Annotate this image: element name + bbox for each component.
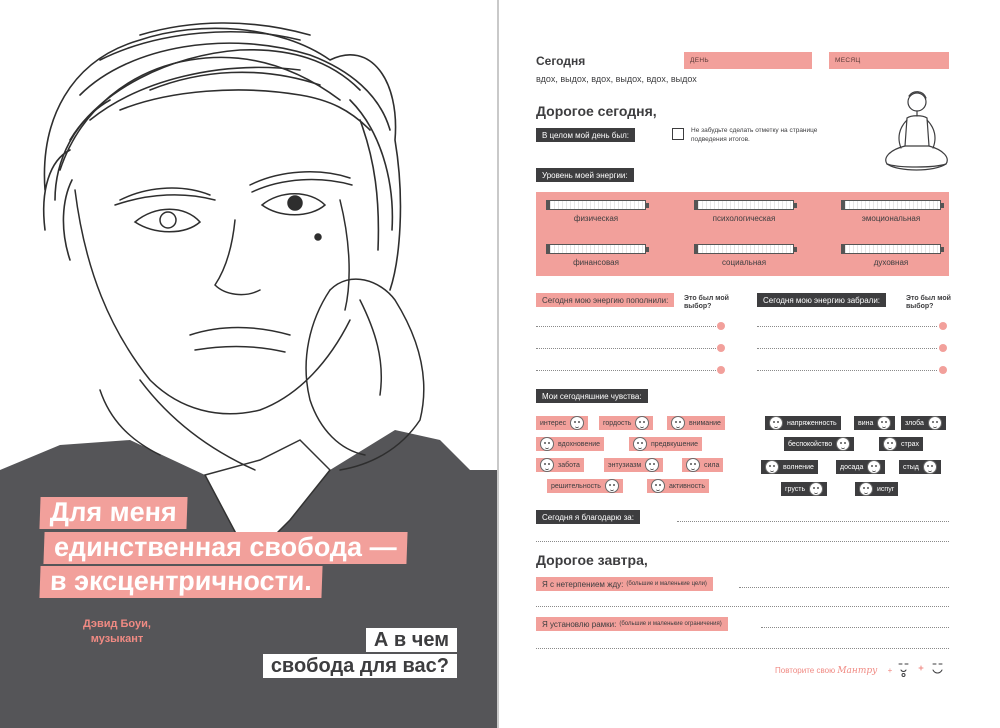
battery-icon xyxy=(841,244,941,254)
quote-line: Для меня xyxy=(39,497,187,529)
feeling-label: предвкушение xyxy=(651,440,699,448)
feeling-label: грусть xyxy=(785,485,806,493)
face-icon xyxy=(877,416,891,430)
author-name: Дэвид Боуи, xyxy=(83,618,151,630)
feeling-label: гордость xyxy=(603,419,632,427)
energy-label: психологическая xyxy=(712,214,776,223)
energy-label: финансовая xyxy=(573,258,619,267)
energy-label: эмоциональная xyxy=(861,214,921,223)
feeling-label: испуг xyxy=(877,485,895,493)
choice-dot[interactable] xyxy=(717,322,725,330)
feeling-shame[interactable] xyxy=(899,460,941,474)
feeling-label: волнение xyxy=(783,463,814,471)
right-page xyxy=(499,0,1000,728)
entry-line[interactable] xyxy=(757,326,937,327)
energy-title: Уровень моей энергии: xyxy=(536,168,634,182)
feeling-label: энтузиазм xyxy=(608,461,642,469)
day-label: ДЕНЬ xyxy=(690,57,709,64)
feeling-label: интерес xyxy=(540,419,567,427)
face-icon xyxy=(867,460,881,474)
mantra-reminder xyxy=(775,666,892,676)
choice-dot[interactable] xyxy=(939,344,947,352)
battery-fill xyxy=(695,245,698,253)
feeling-attention[interactable] xyxy=(667,416,725,430)
face-icon xyxy=(686,458,700,472)
quote-line: в эксцентричности. xyxy=(39,566,322,598)
entry-line[interactable] xyxy=(536,370,716,371)
energy-spiritual[interactable] xyxy=(841,244,941,267)
feeling-care[interactable] xyxy=(536,458,584,472)
gratitude-label: Сегодня я благодарю за: xyxy=(536,510,640,524)
looking-forward-hint: (большие и маленькие цели) xyxy=(626,581,707,587)
face-icon xyxy=(570,416,584,430)
dear-today-heading: Дорогое сегодня, xyxy=(536,103,657,119)
face-icon xyxy=(836,437,850,451)
feeling-anger[interactable] xyxy=(901,416,946,430)
day-checkbox[interactable] xyxy=(672,128,684,140)
entry-line[interactable] xyxy=(536,348,716,349)
quote-line: единственная свобода — xyxy=(43,532,407,564)
feeling-fear[interactable] xyxy=(879,437,923,451)
face-icon xyxy=(651,479,665,493)
feeling-determination[interactable] xyxy=(547,479,623,493)
face-icon xyxy=(540,437,554,451)
feeling-annoyance[interactable] xyxy=(836,460,885,474)
feeling-label: вдохновение xyxy=(558,440,600,448)
face-icon xyxy=(635,416,649,430)
feeling-fright[interactable] xyxy=(855,482,898,496)
meditation-figure-icon xyxy=(879,88,954,183)
feeling-enthusiasm[interactable] xyxy=(604,458,663,472)
left-page xyxy=(0,0,497,728)
reminder-note: Не забудьте сделать отметку на странице подведения итогов. xyxy=(691,127,818,143)
goals-line[interactable] xyxy=(739,587,949,588)
battery-icon xyxy=(694,244,794,254)
question-line: свобода для вас? xyxy=(263,654,457,678)
energy-panel xyxy=(536,192,949,276)
face-icon xyxy=(809,482,823,496)
feeling-excitement[interactable] xyxy=(761,460,818,474)
gratitude-line[interactable] xyxy=(677,521,949,522)
boundaries-line[interactable] xyxy=(761,627,949,628)
feeling-label: досада xyxy=(840,463,864,471)
entry-line[interactable] xyxy=(757,370,937,371)
quote-author xyxy=(72,617,162,647)
feeling-activity[interactable] xyxy=(647,479,709,493)
energy-taken-label: Сегодня мою энергию забрали: xyxy=(757,293,886,307)
energy-physical[interactable] xyxy=(546,200,646,223)
energy-label: физическая xyxy=(573,214,619,223)
energy-label: духовная xyxy=(873,258,909,267)
choice-question-left: Это был мой выбор? xyxy=(684,295,729,310)
choice-dot[interactable] xyxy=(939,322,947,330)
feeling-label: решительность xyxy=(551,482,601,490)
face-icon xyxy=(645,458,659,472)
face-icon xyxy=(671,416,685,430)
face-icon xyxy=(765,460,779,474)
face-icon xyxy=(540,458,554,472)
choice-dot[interactable] xyxy=(717,344,725,352)
battery-fill xyxy=(842,245,845,253)
boundaries-hint: (большие и маленькие ограничения) xyxy=(619,621,722,627)
battery-icon xyxy=(546,244,646,254)
breathing-faces-icon xyxy=(897,658,953,680)
energy-psychological[interactable] xyxy=(694,200,794,223)
goals-line[interactable] xyxy=(536,606,949,607)
feeling-interest[interactable] xyxy=(536,416,588,430)
looking-forward-text: Я с нетерпением жду: xyxy=(542,579,624,589)
battery-fill xyxy=(547,201,550,209)
choice-dot[interactable] xyxy=(939,366,947,374)
feeling-sadness[interactable] xyxy=(781,482,827,496)
face-icon xyxy=(769,416,783,430)
month-field[interactable] xyxy=(829,52,949,69)
feeling-label: напряженность xyxy=(787,419,837,427)
mantra-word: Мантру xyxy=(837,666,878,676)
boundaries-line[interactable] xyxy=(536,648,949,649)
dear-tomorrow-heading: Дорогое завтра, xyxy=(536,552,648,568)
choice-question-right: Это был мой выбор? xyxy=(906,295,951,310)
feeling-inspiration[interactable] xyxy=(536,437,604,451)
feeling-strength[interactable] xyxy=(682,458,723,472)
choice-dot[interactable] xyxy=(717,366,725,374)
feeling-label: вина xyxy=(858,419,874,427)
face-icon xyxy=(633,437,647,451)
feeling-label: злоба xyxy=(905,419,924,427)
feelings-title: Мои сегодняшние чувства: xyxy=(536,389,648,403)
energy-financial[interactable] xyxy=(546,244,646,267)
entry-line[interactable] xyxy=(536,326,716,327)
day-was-label: В целом мой день был: xyxy=(536,128,635,142)
face-icon xyxy=(859,482,873,496)
feeling-tension[interactable] xyxy=(765,416,841,430)
energy-label: социальная xyxy=(721,258,767,267)
feeling-anxiety[interactable] xyxy=(784,437,854,451)
looking-forward-label xyxy=(536,577,713,591)
battery-icon xyxy=(546,200,646,210)
feeling-label: беспокойство xyxy=(788,440,833,448)
battery-fill xyxy=(547,245,550,253)
feeling-label: внимание xyxy=(689,419,721,427)
battery-icon xyxy=(841,200,941,210)
repeat-text: Повторите свою xyxy=(775,666,836,675)
gratitude-line[interactable] xyxy=(536,541,949,542)
feeling-label: сила xyxy=(704,461,720,469)
energy-filled-label: Сегодня мою энергию пополнили: xyxy=(536,293,674,307)
energy-emotional[interactable] xyxy=(841,200,941,223)
question-line: А в чем xyxy=(366,628,457,652)
face-icon xyxy=(923,460,937,474)
feeling-label: активность xyxy=(669,482,705,490)
face-icon xyxy=(928,416,942,430)
energy-social[interactable] xyxy=(694,244,794,267)
feeling-pride[interactable] xyxy=(599,416,653,430)
feeling-label: стыд xyxy=(903,463,919,471)
month-label: МЕСЯЦ xyxy=(835,57,861,64)
author-role: музыкант xyxy=(90,633,144,645)
feeling-anticipation[interactable] xyxy=(629,437,702,451)
feeling-label: забота xyxy=(558,461,580,469)
breathing-text: вдох, выдох, вдох, выдох, вдох, выдох xyxy=(536,74,697,84)
face-icon xyxy=(605,479,619,493)
plus-sign: + xyxy=(887,666,893,675)
boundaries-label xyxy=(536,617,728,631)
face-icon xyxy=(883,437,897,451)
feeling-guilt[interactable] xyxy=(854,416,895,430)
battery-icon xyxy=(694,200,794,210)
today-title: Сегодня xyxy=(536,54,586,68)
battery-fill xyxy=(695,201,698,209)
entry-line[interactable] xyxy=(757,348,937,349)
boundaries-text: Я установлю рамки: xyxy=(542,619,617,629)
day-field[interactable] xyxy=(684,52,812,69)
battery-fill xyxy=(842,201,845,209)
feeling-label: страх xyxy=(901,440,919,448)
